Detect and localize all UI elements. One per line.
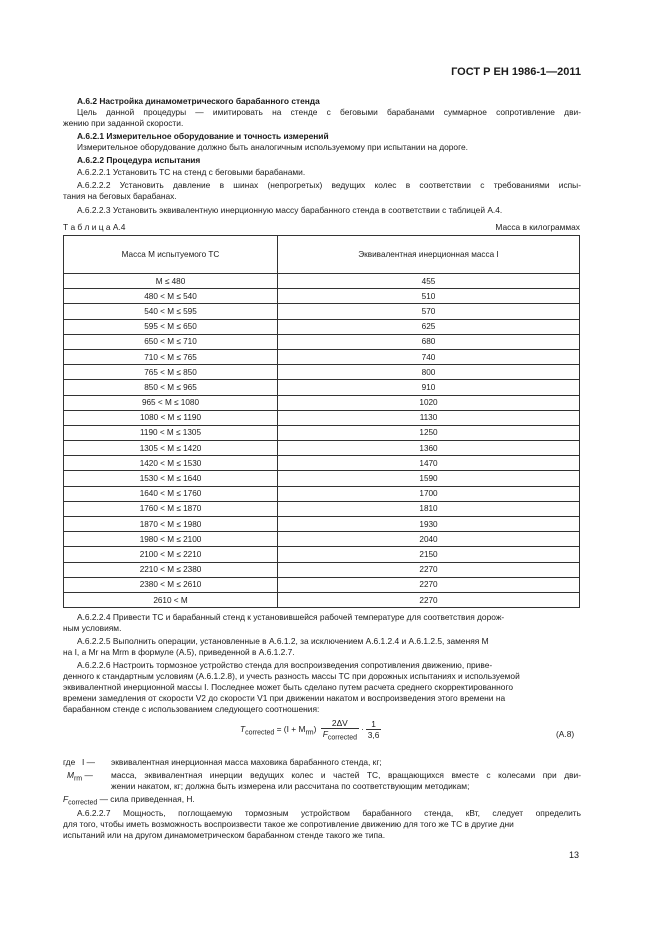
table-units: Масса в килограммах [495,222,580,232]
formula-a8: $T_{corrected} = (I + M_{rm})$ $\frac{2\Delta V}{F_{corrected}}$ · $\frac{1}{3,6}$ [240,718,380,742]
mass-range-cell: 1080 < M ≤ 1190 [64,410,278,425]
formula-fraction-2 [366,719,382,740]
inertia-cell: 2150 [278,547,580,562]
inertia-cell: 1590 [278,471,580,486]
step-a6222-line1: А.6.2.2.2 Установить давление в шинах (непрогретых) ведущих колес в соответствии с требованиями испы- [77,180,581,190]
fraction-1-denominator-sub: corrected [327,734,357,742]
mass-range-cell: 540 < M ≤ 595 [64,304,278,319]
mass-range-cell: 1190 < M ≤ 1305 [64,425,278,440]
mrm-letter: M [67,770,74,780]
step-a6227-line2: для того, чтобы иметь возможность воспроизвести такое же сопротивление движению для того же ТС в другие дни [63,819,514,829]
where-f-line [63,794,583,809]
mrm-sub: rm [73,775,83,783]
mass-range-cell: 650 < M ≤ 710 [64,334,278,349]
formula-mid-sub: rm [305,729,314,737]
step-a6222-line2: тания на беговых барабанах. [63,191,177,201]
table-row [64,501,580,516]
col1-header: Масса M испытуемого ТС [64,236,278,274]
inertia-cell: 2270 [278,592,580,607]
mass-range-cell: 480 < M ≤ 540 [64,289,278,304]
where-mrm-line2: жении накатом, кг; должна быть измерена или рассчитана по соответствующим методикам; [111,781,470,791]
mass-range-cell: 765 < M ≤ 850 [64,365,278,380]
where-mrm-symbol [67,770,117,785]
step-a6221: А.6.2.2.1 Установить ТС на стенд с беговыми барабанами. [77,167,306,177]
table-row [64,441,580,456]
table-row [64,304,580,319]
table-row [64,365,580,380]
table-row [64,486,580,501]
col2-header: Эквивалентная инерционная масса I [278,236,580,274]
formula-number: (А.8) [556,729,575,739]
step-a6226-line4: времени замедления от скорости V2 до скорости V1 при движении накатом и воспроизведения этого времени на [63,693,506,703]
inertia-cell: 2270 [278,562,580,577]
inertia-cell: 800 [278,365,580,380]
section-a62-para-line2: жению при заданной скорости. [63,118,184,128]
mass-range-cell: 1420 < M ≤ 1530 [64,456,278,471]
mass-range-cell: 2610 < M [64,592,278,607]
fraction-1-numerator: 2ΔV [321,718,359,729]
section-a62-heading: А.6.2 Настройка динамометрического барабанного стенда [77,96,320,106]
inertia-cell: 1360 [278,441,580,456]
table-row [64,334,580,349]
fraction-2-denominator: 3,6 [367,730,380,741]
table-row [64,577,580,592]
fraction-1-denominator: F [322,729,328,739]
mass-range-cell: 965 < M ≤ 1080 [64,395,278,410]
mass-range-cell: 1980 < M ≤ 2100 [64,532,278,547]
formula-fraction-1 [321,718,359,742]
where-mrm-line1: масса, эквивалентная инерции ведущих колес и частей ТС, вращающихся вместе с колесами при дви- [111,770,581,780]
mrm-dash: — [82,770,93,780]
table-row [64,349,580,364]
table-row [64,319,580,334]
inertia-cell: 1470 [278,456,580,471]
table-row [64,425,580,440]
step-a6226-line5: барабанном стенде с использованием следующего соотношения: [63,704,320,714]
inertia-cell: 1130 [278,410,580,425]
formula-mid: = (I + M [276,724,306,735]
formula-mid-close: ) [313,724,317,735]
step-a6225-line2: на I, а Mr на Mrm в формуле (А.5), приведенной в А.6.1.2.7. [63,647,295,657]
step-a6226-line3: эквивалентной инерционной массы I. Последнее может быть сделано путем расчета среднего скорректированного [63,682,513,692]
fraction-2-numerator: 1 [366,719,382,730]
step-a6226-line2: денного к стандартным условиям (А.6.1.2.8), и учесть разность массы ТС при дорожных испытаниях и используемой [63,671,520,681]
f-sub: corrected [68,799,98,807]
section-a62-para-line1: Цель данной процедуры — имитировать на стенде с беговыми барабанами суммарное сопротивление дви- [77,107,581,117]
inertia-cell: 570 [278,304,580,319]
step-a6227-line1: А.6.2.2.7 Мощность, поглощаемую тормозным устройством барабанного стенда, кВт, следует определить [77,808,581,818]
step-a6227-line3: испытаний или на другом динамометрическом барабанном стенде такого же типа. [63,830,386,840]
step-a6224-line1: А.6.2.2.4 Привести ТС и барабанный стенд к установившейся рабочей температуре для соответствия дорож- [77,612,505,622]
step-a6225-line1: А.6.2.2.5 Выполнить операции, установленные в А.6.1.2, за исключением А.6.1.2.4 и А.6.1.2.5, заменяя M [77,636,489,646]
inertia-cell: 910 [278,380,580,395]
table-row [64,289,580,304]
section-a622-heading: А.6.2.2 Процедура испытания [77,155,201,165]
mass-range-cell: 1640 < M ≤ 1760 [64,486,278,501]
table-row [64,274,580,289]
inertia-cell: 455 [278,274,580,289]
where-i-symbol: I — [82,757,96,767]
table-row [64,592,580,607]
mass-range-cell: 1870 < M ≤ 1980 [64,517,278,532]
inertia-cell: 625 [278,319,580,334]
mass-range-cell: 1760 < M ≤ 1870 [64,501,278,516]
page-number: 13 [569,850,580,860]
inertia-cell: 510 [278,289,580,304]
inertia-cell: 740 [278,349,580,364]
formula-lhs: T [240,724,246,735]
step-a6226-line1: А.6.2.2.6 Настроить тормозное устройство стенда для воспроизведения сопротивления движению, приве- [77,660,493,670]
table-row [64,410,580,425]
section-a621-text: Измерительное оборудование должно быть аналогичным используемому при испытании на дороге. [77,142,468,152]
section-a621-heading: А.6.2.1 Измерительное оборудование и точность измерений [77,131,329,141]
inertia-cell: 2270 [278,577,580,592]
table-row [64,532,580,547]
formula-lhs-sub: corrected [245,729,275,737]
mass-range-cell: 2210 < M ≤ 2380 [64,562,278,577]
inertia-cell: 680 [278,334,580,349]
table-caption: Т а б л и ц а А.4 [63,222,126,232]
table-row [64,380,580,395]
table-row [64,395,580,410]
f-text: — сила приведенная, Н. [97,794,195,804]
inertia-cell: 1020 [278,395,580,410]
step-a6223: А.6.2.2.3 Установить эквивалентную инерционную массу барабанного стенда в соответствии с таблицей А.4. [77,205,503,215]
f-letter: F [63,794,69,804]
table-row [64,517,580,532]
inertia-cell: 1250 [278,425,580,440]
inertia-cell: 1930 [278,517,580,532]
table-row [64,562,580,577]
mass-range-cell: 850 < M ≤ 965 [64,380,278,395]
document-header: ГОСТ Р ЕН 1986-1—2011 [451,66,581,78]
mass-range-cell: 2380 < M ≤ 2610 [64,577,278,592]
where-label: где [63,757,76,767]
table-row [64,547,580,562]
mass-range-cell: 595 < M ≤ 650 [64,319,278,334]
mass-range-cell: 710 < M ≤ 765 [64,349,278,364]
mass-range-cell: M ≤ 480 [64,274,278,289]
inertia-cell: 1700 [278,486,580,501]
mass-range-cell: 1530 < M ≤ 1640 [64,471,278,486]
inertia-cell: 1810 [278,501,580,516]
step-a6224-line2: ным условиям. [63,623,122,633]
where-i-text: эквивалентная инерционная масса маховика барабанного стенда, кг; [111,757,382,767]
mass-range-cell: 2100 < M ≤ 2210 [64,547,278,562]
inertia-cell: 2040 [278,532,580,547]
table-body [64,274,580,608]
table-row [64,456,580,471]
mass-range-cell: 1305 < M ≤ 1420 [64,441,278,456]
inertia-table [63,235,580,608]
table-row [64,471,580,486]
